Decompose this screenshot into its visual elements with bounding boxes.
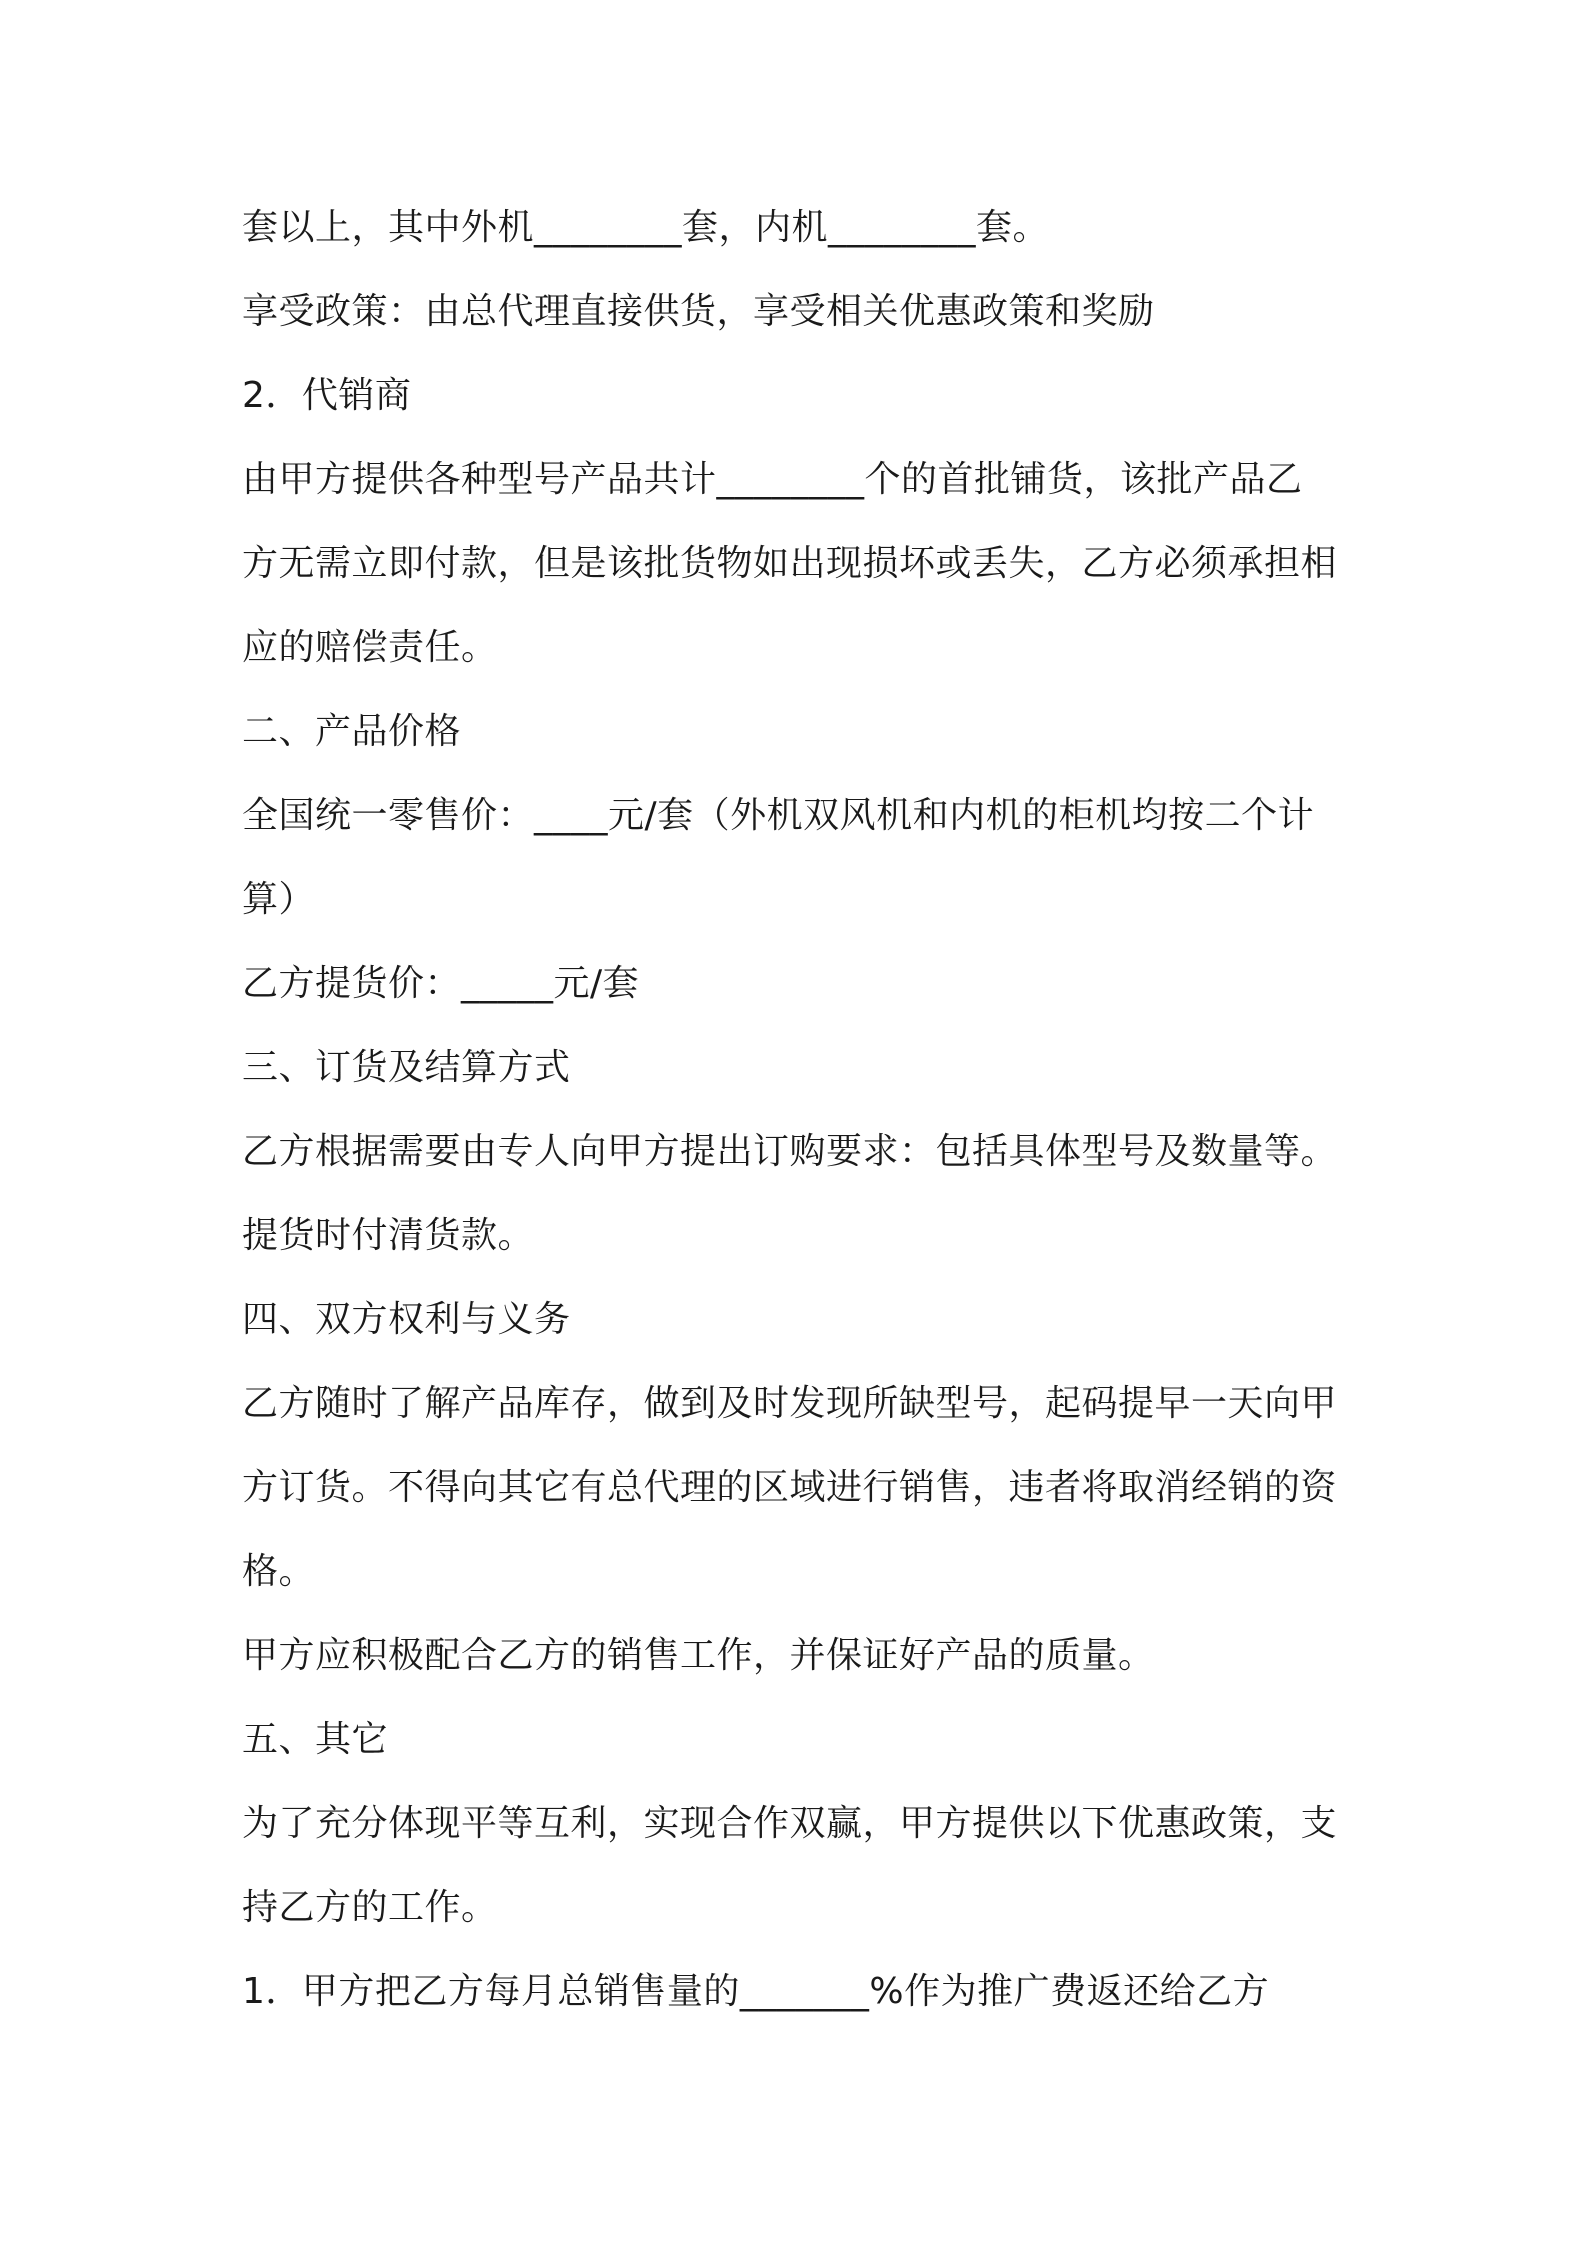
text-line: 1．甲方把乙方每月总销售量的_______%作为推广费返还给乙方: [242, 1971, 1270, 2012]
text-line: 乙方根据需要由专人向甲方提出订购要求：包括具体型号及数量等。: [242, 1131, 1338, 1172]
text-line: 方订货。不得向其它有总代理的区域进行销售，违者将取消经销的资: [242, 1467, 1338, 1508]
text-line: 由甲方提供各种型号产品共计________个的首批铺货，该批产品乙: [242, 459, 1303, 500]
section-heading: 2．代销商: [242, 375, 412, 416]
text-line: 提货时付清货款。: [242, 1215, 535, 1256]
text-line: 乙方随时了解产品库存，做到及时发现所缺型号，起码提早一天向甲: [242, 1383, 1338, 1424]
text-line: 套以上，其中外机________套，内机________套。: [242, 207, 1050, 248]
text-line: 持乙方的工作。: [242, 1887, 498, 1928]
text-line: 全国统一零售价：____元/套（外机双风机和内机的柜机均按二个计: [242, 795, 1315, 836]
text-line: 为了充分体现平等互利，实现合作双赢，甲方提供以下优惠政策，支: [242, 1803, 1338, 1844]
text-line: 享受政策：由总代理直接供货，享受相关优惠政策和奖励: [242, 291, 1155, 332]
text-line: 乙方提货价：_____元/套: [242, 963, 640, 1004]
text-line: 算）: [242, 879, 316, 920]
section-heading: 二、产品价格: [242, 711, 462, 752]
text-line: 格。: [242, 1551, 316, 1592]
section-heading: 四、双方权利与义务: [242, 1299, 571, 1340]
text-line: 方无需立即付款，但是该批货物如出现损坏或丢失，乙方必须承担相: [242, 543, 1338, 584]
section-heading: 五、其它: [242, 1719, 389, 1760]
text-line: 应的赔偿责任。: [242, 627, 498, 668]
section-heading: 三、订货及结算方式: [242, 1047, 571, 1088]
text-line: 甲方应积极配合乙方的销售工作，并保证好产品的质量。: [242, 1635, 1155, 1676]
